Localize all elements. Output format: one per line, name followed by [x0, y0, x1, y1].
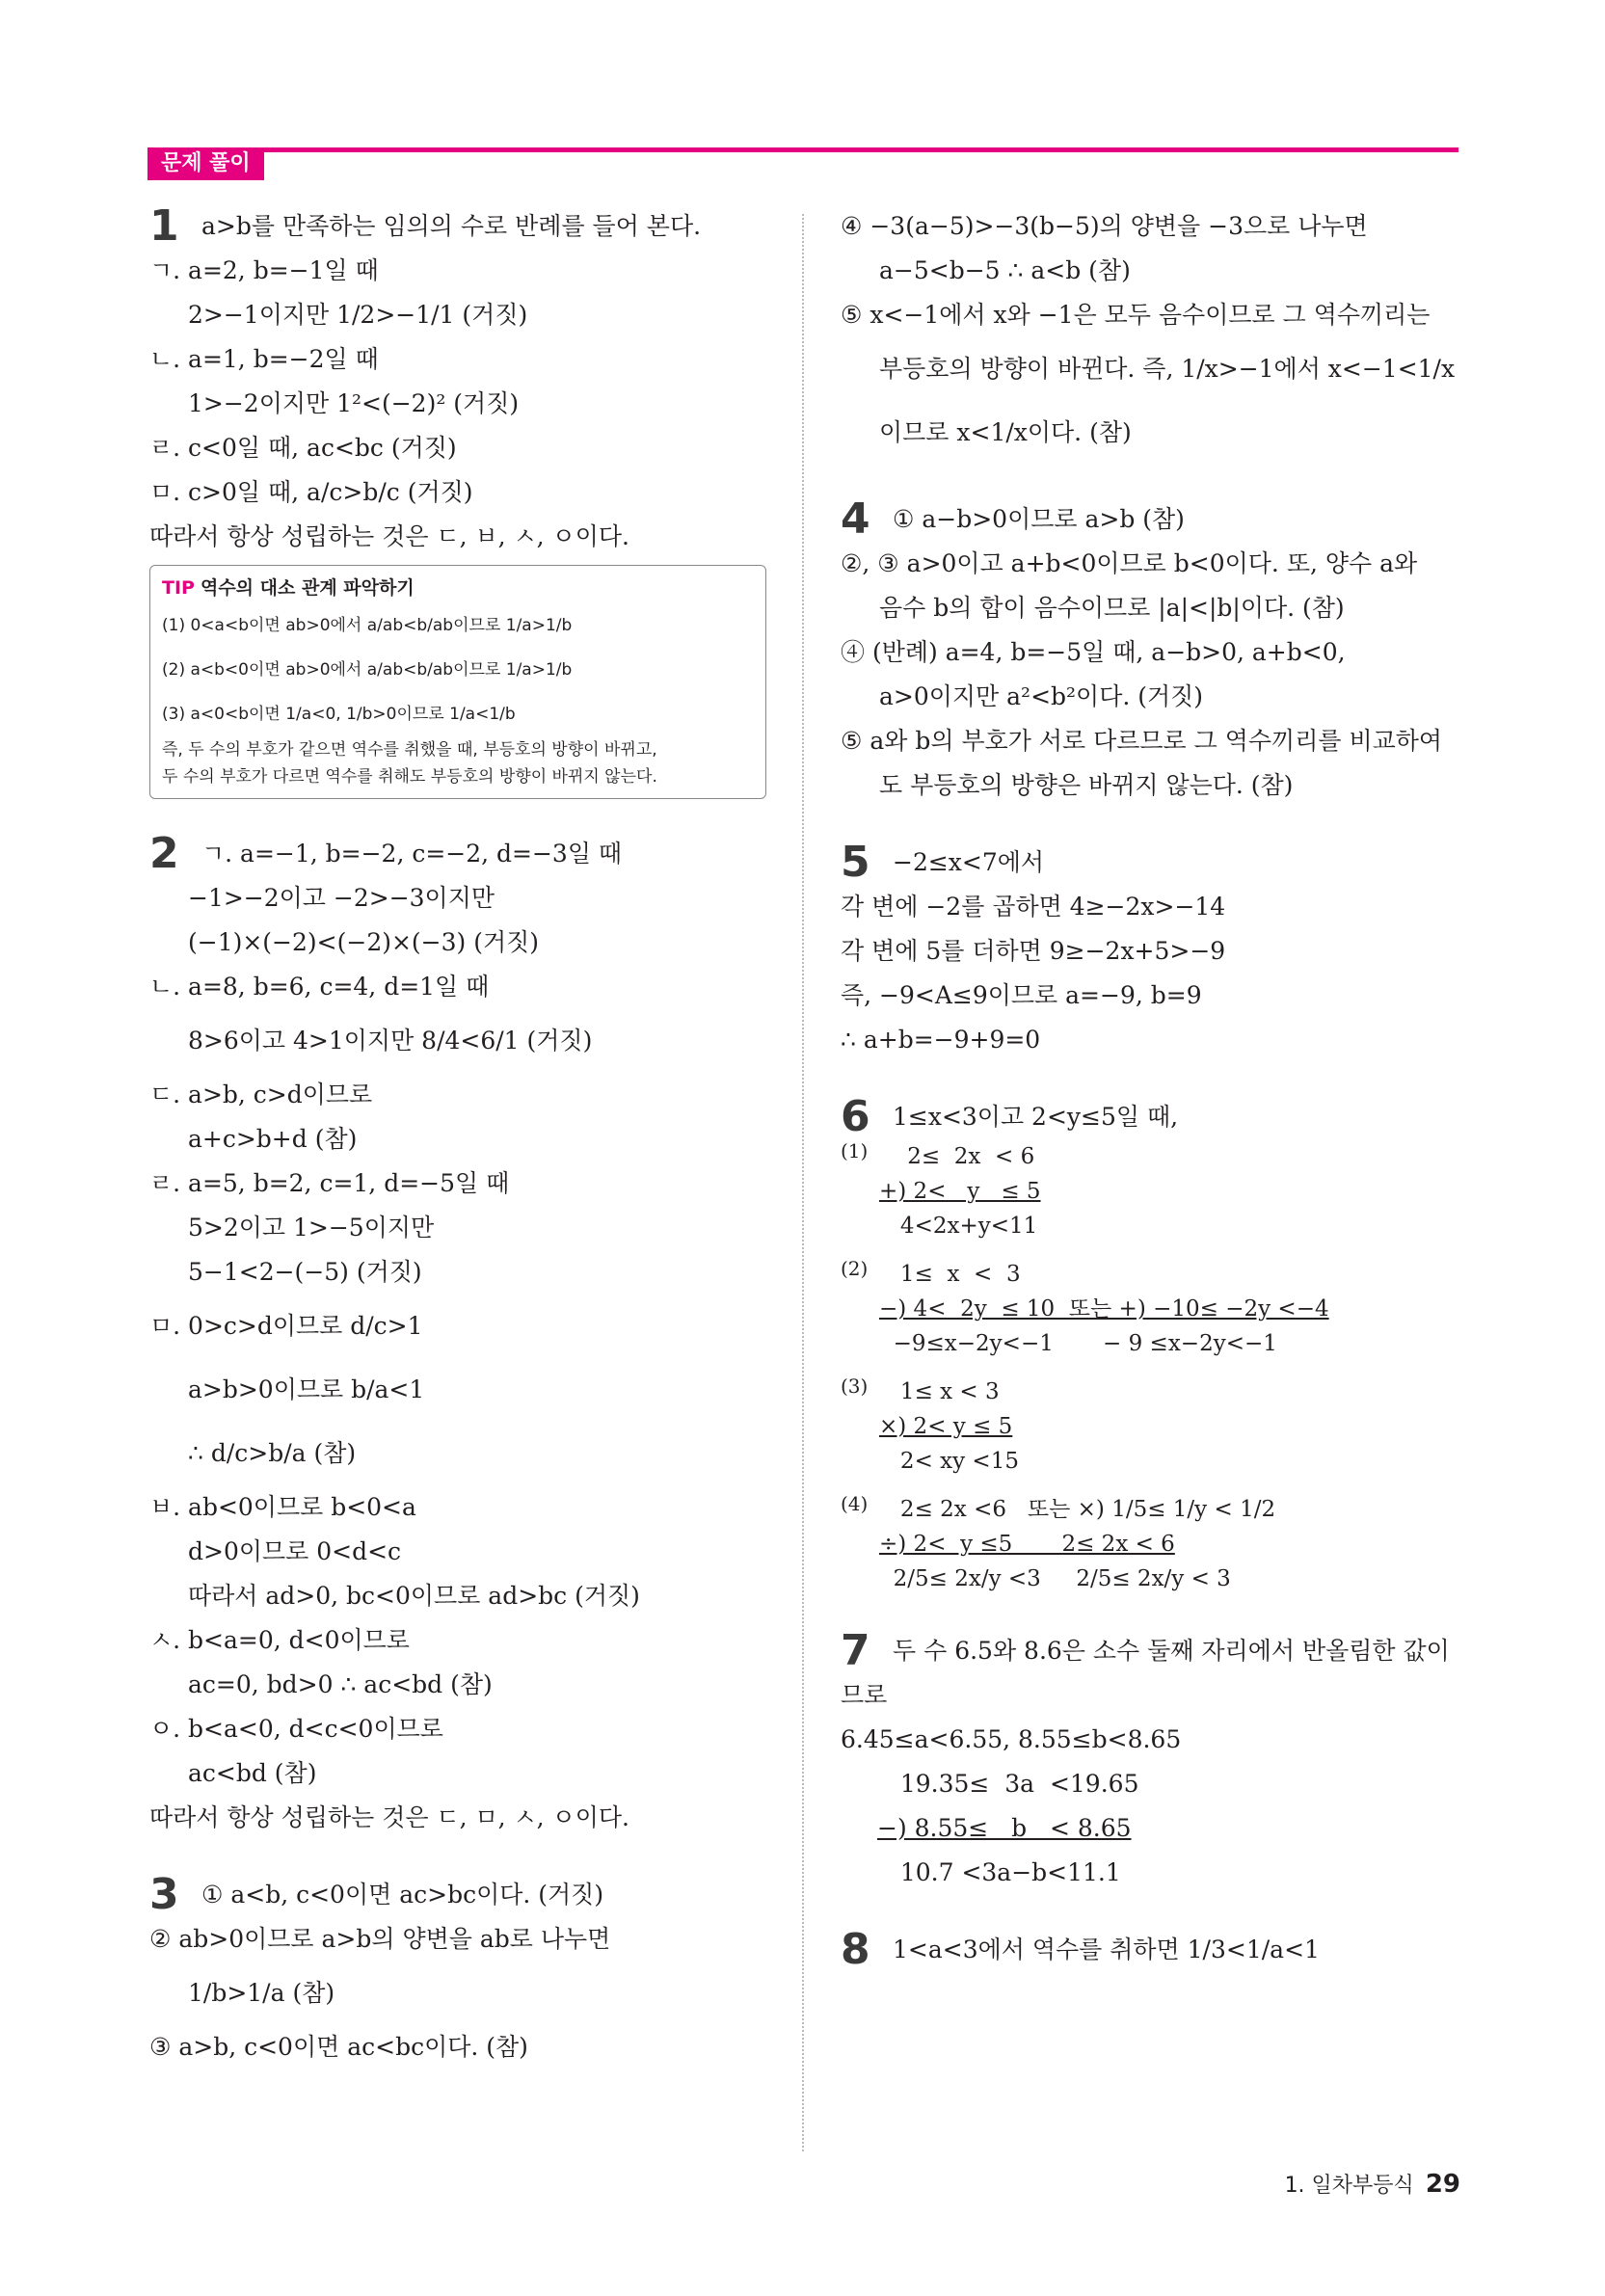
solution-line: ④ −3(a−5)>−3(b−5)의 양변을 −3으로 나누면 [841, 212, 1368, 240]
problem-1 [149, 201, 766, 799]
part-label: (2) [841, 1257, 869, 1280]
solution-line: ④ (반례) a=4, b=−5일 때, a−b>0, a+b<0, [841, 638, 1346, 666]
calc-part-1 [841, 1139, 1467, 1243]
tip-line: 즉, 두 수의 부호가 같으면 역수를 취했을 때, 부등호의 방향이 바뀌고, [162, 740, 657, 760]
tip-title: 역수의 대소 관계 파악하기 [200, 577, 415, 599]
solution-line: 2>−1이지만 1/2>−1/1 (거짓) [188, 301, 528, 329]
solution-line: ac<bd (참) [188, 1759, 317, 1787]
problem-number: 6 [841, 1092, 870, 1141]
problem-2 [149, 829, 766, 1840]
problem-3 [149, 1870, 766, 2069]
solution-line: ∴ a+b=−9+9=0 [841, 1026, 1041, 1054]
solution-line: 8>6이고 4>1이지만 8/4<6/1 (거짓) [188, 1027, 593, 1055]
solution-line: ㄹ. a=5, b=2, c=1, d=−5일 때 [149, 1169, 510, 1197]
problem-number: 4 [841, 494, 870, 544]
solution-line: a>b>0이므로 b/a<1 [188, 1375, 425, 1403]
calc-row: 2/5≤ 2x/y <3 2/5≤ 2x/y < 3 [879, 1566, 1231, 1591]
solution-line: a>0이지만 a²<b²이다. (거짓) [879, 682, 1204, 710]
solution-line: 도 부등호의 방향은 바뀌지 않는다. (참) [879, 771, 1294, 799]
tip-line: (2) a<b<0이면 ab>0에서 a/ab<b/ab이므로 1/a>1/b [162, 660, 573, 680]
solution-line: 각 변에 −2를 곱하면 4≥−2x>−14 [841, 893, 1226, 921]
problem-7 [841, 1626, 1467, 1895]
tip-badge: TIP [162, 577, 195, 599]
solution-line: a−5<b−5 ∴ a<b (참) [879, 256, 1131, 284]
problem-4 [841, 494, 1467, 808]
part-label: (1) [841, 1139, 869, 1162]
solution-line: ㅂ. ab<0이므로 b<0<a [149, 1493, 416, 1521]
solution-line: ㄴ. a=1, b=−2일 때 [149, 345, 379, 373]
calc-row: 2< xy <15 [879, 1449, 1019, 1474]
calc-row: 2≤ 2x < 6 [879, 1144, 1035, 1169]
calc-row: ÷) 2< y ≤5 2≤ 2x < 6 [879, 1532, 1175, 1557]
solution-line: 즉, −9<A≤9이므로 a=−9, b=9 [841, 981, 1202, 1009]
solution-line: ⑤ x<−1에서 x와 −1은 모두 음수이므로 그 역수끼리는 [841, 301, 1431, 329]
solution-line: 5>2이고 1>−5이지만 [188, 1214, 435, 1241]
problem-number: 3 [149, 1870, 179, 1919]
left-column [149, 201, 766, 2102]
problem-number: 2 [149, 829, 179, 878]
solution-line: ac=0, bd>0 ∴ ac<bd (참) [188, 1670, 493, 1698]
solution-line: 19.35≤ 3a <19.65 [877, 1770, 1139, 1798]
calc-row: 1≤ x < 3 [879, 1262, 1021, 1287]
solution-line: ∴ d/c>b/a (참) [188, 1439, 357, 1467]
solution-line: ㄹ. c<0일 때, ac<bc (거짓) [149, 434, 457, 462]
solution-line: ⑤ a와 b의 부호가 서로 다르므로 그 역수끼리를 비교하여 [841, 727, 1443, 755]
solution-line: ① a<b, c<0이면 ac>bc이다. (거짓) [201, 1881, 604, 1909]
solution-line: ②, ③ a>0이고 a+b<0이므로 b<0이다. 또, 양수 a와 [841, 549, 1418, 577]
solution-line: ㄴ. a=8, b=6, c=4, d=1일 때 [149, 973, 490, 1001]
solution-line: −1>−2이고 −2>−3이지만 [188, 884, 495, 912]
calc-part-4 [841, 1492, 1467, 1596]
solution-line: a>b를 만족하는 임의의 수로 반례를 들어 본다. [201, 212, 702, 240]
solution-line: 10.7 <3a−b<11.1 [877, 1858, 1121, 1886]
solution-line: −2≤x<7에서 [893, 848, 1045, 876]
solution-line: 6.45≤a<6.55, 8.55≤b<8.65 [841, 1725, 1182, 1753]
page-footer [1285, 2169, 1460, 2199]
solution-line: ㅇ. b<a<0, d<c<0이므로 [149, 1715, 443, 1743]
tip-box [149, 565, 766, 799]
solution-line: 따라서 항상 성립하는 것은 ㄷ, ㅁ, ㅅ, ㅇ이다. [149, 1803, 629, 1831]
problem-number: 1 [149, 201, 179, 251]
solution-line: 1/b>1/a (참) [188, 1979, 335, 2007]
column-divider [802, 214, 804, 2151]
calc-part-2 [841, 1257, 1467, 1361]
solution-line: ㄱ. a=−1, b=−2, c=−2, d=−3일 때 [201, 840, 623, 868]
calc-row: 4<2x+y<11 [879, 1214, 1038, 1239]
problem-number: 7 [841, 1626, 870, 1675]
tip-line: (1) 0<a<b이면 ab>0에서 a/ab<b/ab이므로 1/a>1/b [162, 616, 573, 635]
page-number: 29 [1425, 2170, 1460, 2199]
solution-line: 각 변에 5를 더하면 9≥−2x+5>−9 [841, 937, 1226, 965]
solution-line: 1≤x<3이고 2<y≤5일 때, [893, 1103, 1179, 1131]
solution-line: 5−1<2−(−5) (거짓) [188, 1258, 422, 1286]
calc-row: −) 4< 2y ≤ 10 또는 +) −10≤ −2y <−4 [879, 1296, 1329, 1322]
solution-line: 부등호의 방향이 바뀐다. 즉, 1/x>−1에서 x<−1<1/x [879, 355, 1456, 383]
part-label: (4) [841, 1492, 869, 1515]
problem-number: 8 [841, 1925, 870, 1974]
solution-line: 1>−2이지만 1²<(−2)² (거짓) [188, 389, 520, 417]
calc-row: 2≤ 2x <6 또는 ×) 1/5≤ 1/y < 1/2 [879, 1497, 1276, 1522]
solution-line: (−1)×(−2)<(−2)×(−3) (거짓) [188, 928, 540, 956]
solution-line: −) 8.55≤ b < 8.65 [877, 1814, 1132, 1842]
problem-5 [841, 838, 1467, 1062]
solution-line: 므로 [841, 1681, 888, 1709]
tip-line: (3) a<0<b이면 1/a<0, 1/b>0이므로 1/a<1/b [162, 705, 516, 724]
solution-line: ① a−b>0이므로 a>b (참) [893, 505, 1185, 533]
solution-line: ㅁ. 0>c>d이므로 d/c>1 [149, 1312, 423, 1340]
tip-line: 두 수의 부호가 다르면 역수를 취해도 부등호의 방향이 바뀌지 않는다. [162, 767, 657, 787]
calc-row: +) 2< y ≤ 5 [879, 1179, 1041, 1204]
problem-6 [841, 1092, 1467, 1596]
solution-line: 이므로 x<1/x이다. (참) [879, 418, 1132, 446]
solution-line: 1<a<3에서 역수를 취하면 1/3<1/a<1 [893, 1936, 1320, 1963]
chapter-title: 1. 일차부등식 [1284, 2174, 1414, 2198]
solution-line: ㅁ. c>0일 때, a/c>b/c (거짓) [149, 478, 473, 506]
problem-8 [841, 1925, 1467, 1974]
solution-line: a+c>b+d (참) [188, 1125, 358, 1153]
solution-line: ㅅ. b<a=0, d<0이므로 [149, 1626, 410, 1654]
calc-row: 1≤ x < 3 [879, 1379, 1000, 1404]
right-column [841, 204, 1467, 2005]
solution-line: 음수 b의 합이 음수이므로 |a|<|b|이다. (참) [879, 594, 1345, 622]
solution-line: ③ a>b, c<0이면 ac<bc이다. (참) [149, 2033, 528, 2061]
calc-row: −9≤x−2y<−1 − 9 ≤x−2y<−1 [879, 1331, 1277, 1356]
calc-part-3 [841, 1375, 1467, 1479]
solution-line: d>0이므로 0<d<c [188, 1537, 402, 1565]
header-rule [147, 147, 1458, 152]
solution-line: ② ab>0이므로 a>b의 양변을 ab로 나누면 [149, 1925, 611, 1953]
problem-number: 5 [841, 838, 870, 887]
solution-line: ㄱ. a=2, b=−1일 때 [149, 256, 379, 284]
solution-line: ㄷ. a>b, c>d이므로 [149, 1081, 373, 1108]
solution-line: 따라서 항상 성립하는 것은 ㄷ, ㅂ, ㅅ, ㅇ이다. [149, 522, 629, 550]
calc-row: ×) 2< y ≤ 5 [879, 1414, 1013, 1439]
solution-line: 따라서 ad>0, bc<0이므로 ad>bc (거짓) [188, 1582, 640, 1610]
section-tag: 문제 풀이 [147, 147, 264, 180]
part-label: (3) [841, 1375, 869, 1398]
solution-line: 두 수 6.5와 8.6은 소수 둘째 자리에서 반올림한 값이 [893, 1637, 1450, 1665]
problem-3-continued [841, 204, 1467, 465]
